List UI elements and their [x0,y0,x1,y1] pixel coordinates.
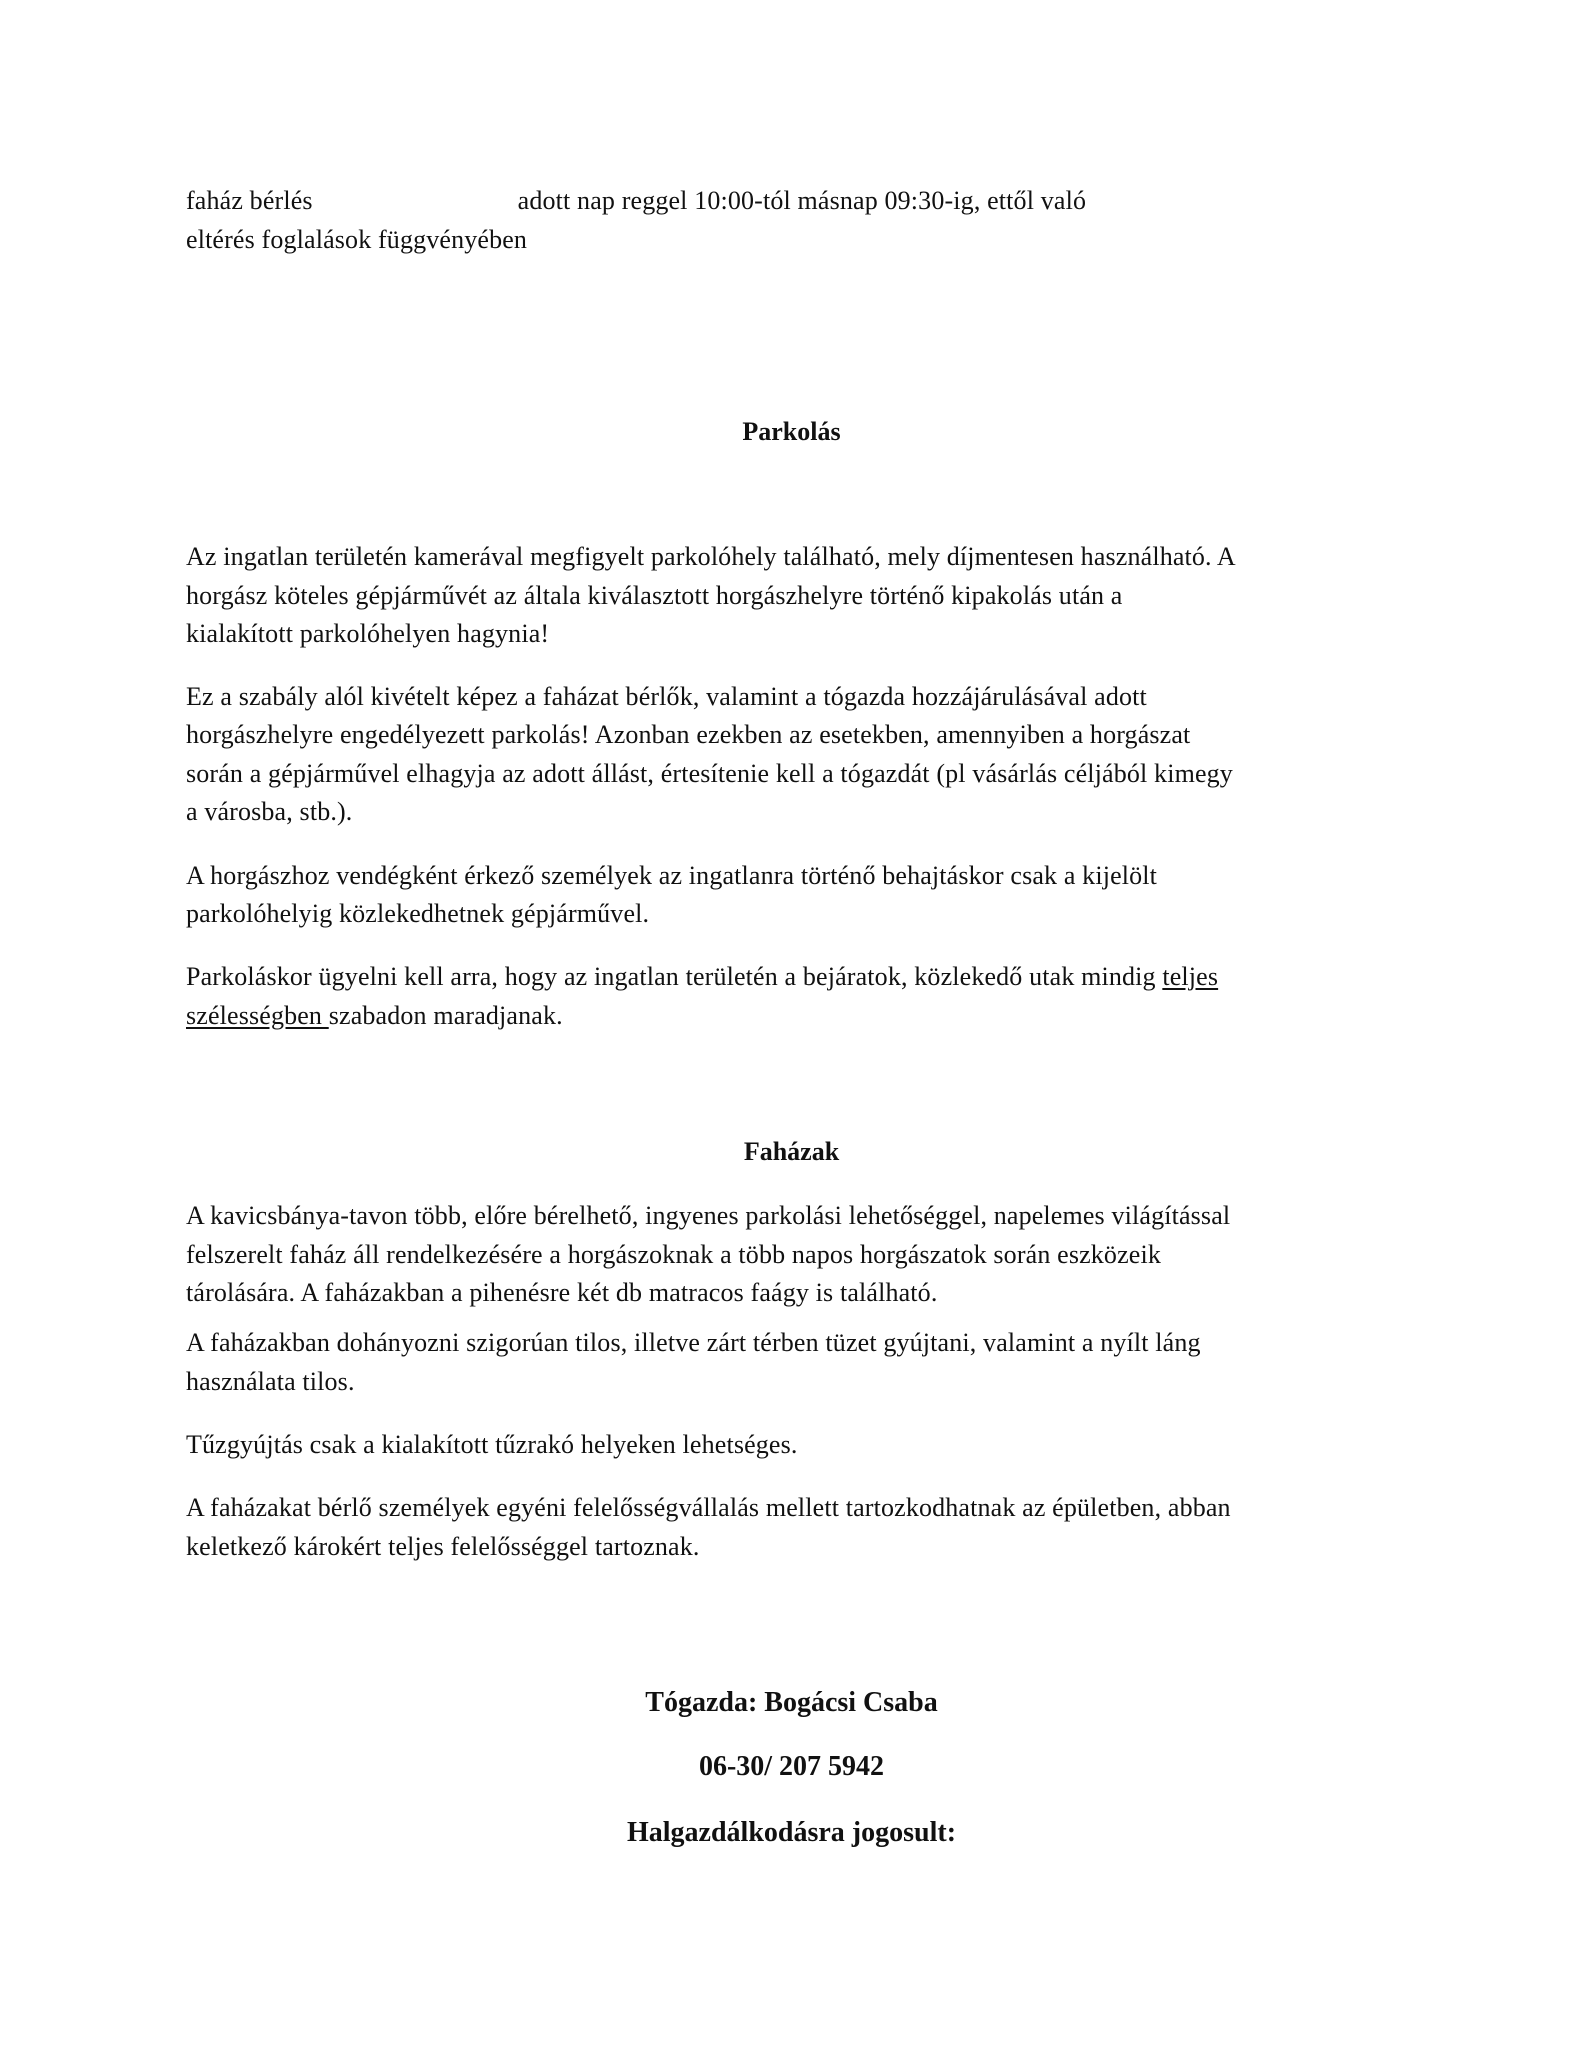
paragraph-line: Tűzgyújtás csak a kialakított tűzrakó helyeken lehetséges. [186,1430,798,1459]
contact-owner: Tógazda: Bogácsi Csaba [645,1687,938,1718]
paragraph-line: A faházakat bérlő személyek egyéni felelősségvállalás mellett tartozkodhatnak az épületben, abban [186,1493,1231,1522]
intro-text-1: adott nap reggel 10:00-tól másnap 09:30-ig, ettől való [517,186,1087,215]
underlined-text: szélességben [186,1001,329,1030]
paragraph-line: Az ingatlan területén kamerával megfigyelt parkolóhely található, mely díjmentesen használható. A [186,542,1236,571]
paragraph-line [186,962,1218,992]
paragraph-line: A faházakban dohányozni szigorúan tilos, illetve zárt térben tüzet gyújtani, valamint a nyílt láng [186,1328,1201,1357]
paragraph-text: szabadon maradjanak. [328,1001,563,1030]
paragraph-line: felszerelt faház áll rendelkezésére a horgászoknak a több napos horgászatok során eszközeik [186,1240,1161,1269]
paragraph-line: használata tilos. [186,1367,355,1396]
paragraph-line: keletkező károkért teljes felelősséggel tartoznak. [186,1532,700,1561]
intro-label: faház bérlés [186,186,313,215]
intro-line-2: eltérés foglalások függvényében [186,225,528,254]
paragraph-line: során a gépjárművel elhagyja az adott állást, értesítenie kell a tógazdát (pl vásárlás céljából kimegy [186,759,1233,788]
paragraph-line: A horgászhoz vendégként érkező személyek az ingatlanra történő behajtáskor csak a kijelölt [186,861,1158,890]
contact-phone: 06-30/ 207 5942 [698,1751,885,1782]
paragraph-line: tárolására. A faházakban a pihenésre két db matracos faágy is található. [186,1278,938,1307]
contact-authorized: Halgazdálkodásra jogosult: [626,1817,957,1848]
paragraph-line: Ez a szabály alól kivételt képez a faházat bérlők, valamint a tógazda hozzájárulásával adott [186,682,1147,711]
paragraph-line: horgász köteles gépjárművét az általa kiválasztott horgászhelyre történő kipakolás után a [186,581,1123,610]
underlined-text: teljes [1162,962,1219,991]
paragraph-line: horgászhelyre engedélyezett parkolás! Azonban ezekben az esetekben, amennyiben a horgászat [186,720,1191,749]
paragraph-line: a városba, stb.). [186,797,353,826]
intro-line-1 [186,186,1086,216]
paragraph-text: Parkoláskor ügyelni kell arra, hogy az ingatlan területén a bejáratok, közlekedő utak mindig [186,962,1163,991]
paragraph-line [186,1001,563,1031]
section-title-cabins: Faházak [743,1137,840,1166]
paragraph-line: parkolóhelyig közlekedhetnek gépjárművel. [186,899,650,928]
paragraph-line: kialakított parkolóhelyen hagynia! [186,619,550,648]
section-title-parking: Parkolás [742,417,841,446]
paragraph-line: A kavicsbánya-tavon több, előre bérelhető, ingyenes parkolási lehetőséggel, napelemes világítással [186,1201,1231,1230]
